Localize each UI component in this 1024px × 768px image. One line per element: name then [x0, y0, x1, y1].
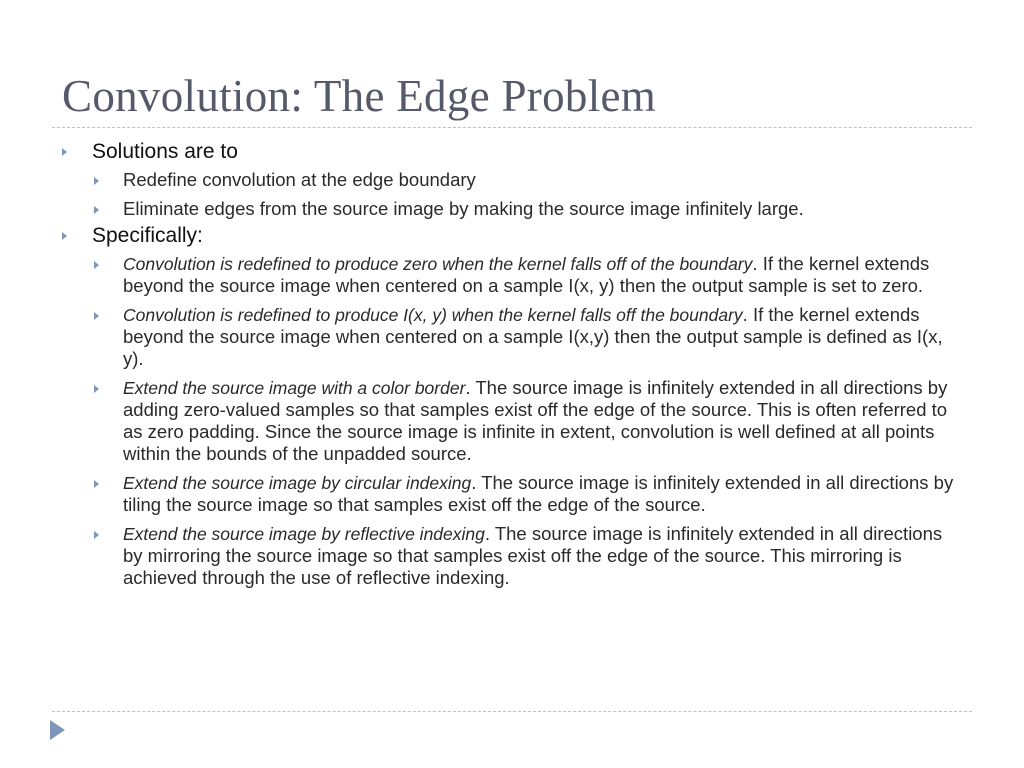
- sub-bullet-text: . If the kernel extends beyond the source image when centered on a sample I(x,y) then the output sample is defined as I(x, y).: [123, 304, 943, 369]
- sub-bullet: [62, 253, 962, 297]
- sub-bullet: [62, 472, 962, 516]
- sub-bullet-text: Eliminate edges from the source image by making the source image infinitely large.: [123, 198, 804, 219]
- bullet-arrow-icon: [94, 312, 99, 320]
- bullet-heading: Solutions are to: [92, 140, 238, 163]
- sub-bullet-text: Redefine convolution at the edge boundary: [123, 169, 476, 190]
- slide-title: Convolution: The Edge Problem: [62, 71, 657, 121]
- title-divider: [52, 127, 972, 128]
- bullet-arrow-icon: [94, 480, 99, 488]
- play-arrow-icon: [50, 720, 65, 740]
- sub-bullet: [62, 523, 962, 589]
- slide-body: [62, 138, 962, 596]
- sub-bullet-emphasis: Convolution is redefined to produce zero when the kernel falls off of the boundary: [123, 254, 753, 274]
- sub-bullet: [62, 198, 962, 220]
- bullet-arrow-icon: [94, 531, 99, 539]
- bullet-arrow-icon: [94, 177, 99, 185]
- sub-bullet-text: . If the kernel extends beyond the source image when centered on a sample I(x, y) then the output sample is set to zero.: [123, 253, 930, 296]
- bullet-arrow-icon: [62, 148, 67, 156]
- sub-bullet-text: . The source image is infinitely extended in all directions by adding zero-valued samples so that samples exist off the edge of the source. This is often referred to as zero padding. Since the source image is infinite in extent, convolution is well defined at all points within the bounds of the unpadded source.: [123, 377, 948, 464]
- bullet-solutions: [62, 138, 962, 166]
- sub-bullet-emphasis: Extend the source image by circular indexing: [123, 473, 472, 493]
- sub-bullet-emphasis: Extend the source image by reflective indexing: [123, 524, 485, 544]
- bullet-heading: Specifically:: [92, 224, 203, 247]
- bullet-arrow-icon: [94, 385, 99, 393]
- sub-bullet: [62, 377, 962, 465]
- sub-bullet-emphasis: Extend the source image with a color border: [123, 378, 466, 398]
- bullet-arrow-icon: [94, 261, 99, 269]
- bullet-arrow-icon: [94, 206, 99, 214]
- sub-bullet-text: . The source image is infinitely extended in all directions by tiling the source image so that samples exist off the edge of the source.: [123, 472, 954, 515]
- bullet-specifically: [62, 222, 962, 250]
- sub-bullet: [62, 169, 962, 191]
- bullet-arrow-icon: [62, 232, 67, 240]
- footer-divider: [52, 711, 972, 712]
- sub-bullet-emphasis: Convolution is redefined to produce I(x, y) when the kernel falls off the boundary: [123, 305, 743, 325]
- sub-bullet: [62, 304, 962, 370]
- sub-bullet-text: . The source image is infinitely extended in all directions by mirroring the source image so that samples exist off the edge of the source. This mirroring is achieved through the use of reflective indexing.: [123, 523, 943, 588]
